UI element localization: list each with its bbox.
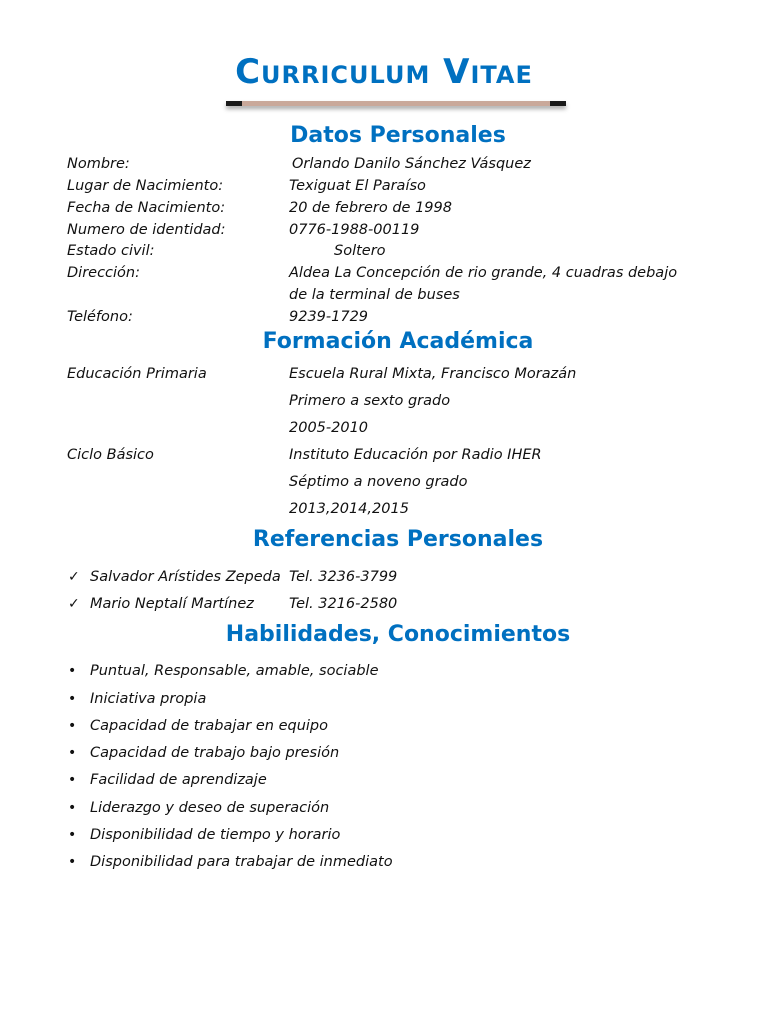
bullet-icon: • xyxy=(68,663,77,679)
section-title-academic: Formación Académica xyxy=(262,329,534,354)
personal-value-fecha: 20 de febrero de 1998 xyxy=(289,200,452,216)
skill-item: Iniciativa propia xyxy=(90,691,207,707)
skill-item: Puntual, Responsable, amable, sociable xyxy=(90,663,379,679)
personal-value-lugar: Texiguat El Paraíso xyxy=(289,178,426,194)
personal-label-nombre: Nombre: xyxy=(67,156,130,172)
bullet-icon: • xyxy=(68,854,77,870)
personal-value-nombre: Orlando Danilo Sánchez Vásquez xyxy=(292,156,531,172)
personal-label-identidad: Numero de identidad: xyxy=(67,222,226,238)
personal-label-fecha: Fecha de Nacimiento: xyxy=(67,200,226,216)
reference-phone-2: Tel. 3216-2580 xyxy=(289,596,398,612)
academic-basico-grades: Séptimo a noveno grado xyxy=(289,474,468,490)
bullet-icon: • xyxy=(68,800,77,816)
personal-value-identidad: 0776-1988-00119 xyxy=(289,222,420,238)
academic-label-basico: Ciclo Básico xyxy=(67,447,154,463)
bullet-icon: • xyxy=(68,772,77,788)
section-title-skills: Habilidades, Conocimientos xyxy=(225,622,571,647)
skill-item: Capacidad de trabajo bajo presión xyxy=(90,745,340,761)
personal-value-estado-civil: Soltero xyxy=(334,243,386,259)
academic-label-primaria: Educación Primaria xyxy=(67,366,207,382)
reference-phone-1: Tel. 3236-3799 xyxy=(289,569,398,585)
skill-item: Disponibilidad para trabajar de inmediato xyxy=(90,854,393,870)
academic-primaria-school: Escuela Rural Mixta, Francisco Morazán xyxy=(289,366,577,382)
check-icon: ✓ xyxy=(68,596,80,612)
reference-name-1: Salvador Arístides Zepeda xyxy=(90,569,281,585)
personal-label-telefono: Teléfono: xyxy=(67,309,133,325)
reference-name-2: Mario Neptalí Martínez xyxy=(90,596,254,612)
bullet-icon: • xyxy=(68,691,77,707)
section-title-references: Referencias Personales xyxy=(252,527,544,552)
personal-value-direccion: Aldea La Concepción de rio grande, 4 cuadras debajo xyxy=(289,265,678,281)
personal-value-direccion-line2: de la terminal de buses xyxy=(289,287,460,303)
academic-basico-years: 2013,2014,2015 xyxy=(289,501,409,517)
bullet-icon: • xyxy=(68,745,77,761)
academic-primaria-grades: Primero a sexto grado xyxy=(289,393,451,409)
bullet-icon: • xyxy=(68,718,77,734)
skill-item: Disponibilidad de tiempo y horario xyxy=(90,827,341,843)
section-title-personal: Datos Personales xyxy=(290,123,506,148)
skill-item: Facilidad de aprendizaje xyxy=(90,772,267,788)
academic-primaria-years: 2005-2010 xyxy=(289,420,369,436)
check-icon: ✓ xyxy=(68,569,80,585)
document-title: Curriculum Vitae xyxy=(235,52,533,92)
underline-cap-left xyxy=(226,101,242,106)
personal-label-estado-civil: Estado civil: xyxy=(67,243,155,259)
underline-cap-right xyxy=(550,101,566,106)
skill-item: Capacidad de trabajar en equipo xyxy=(90,718,328,734)
skill-item: Liderazgo y deseo de superación xyxy=(90,800,330,816)
personal-label-lugar: Lugar de Nacimiento: xyxy=(67,178,224,194)
academic-basico-school: Instituto Educación por Radio IHER xyxy=(289,447,542,463)
title-underline xyxy=(226,101,566,106)
bullet-icon: • xyxy=(68,827,77,843)
personal-label-direccion: Dirección: xyxy=(67,265,140,281)
personal-value-telefono: 9239-1729 xyxy=(289,309,369,325)
